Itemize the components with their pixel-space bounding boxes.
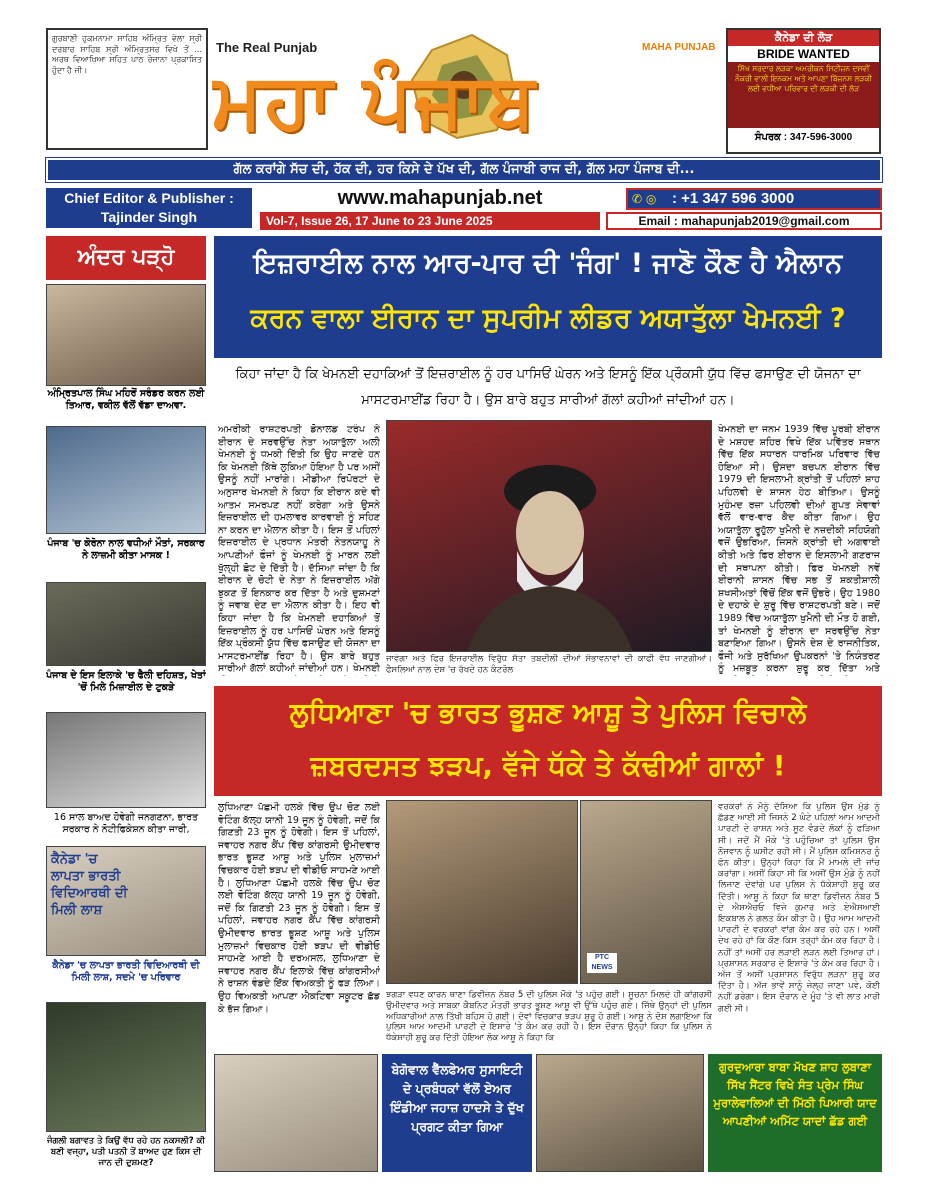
sidebar-item[interactable] bbox=[46, 426, 206, 562]
bottom-mid-headline: ਬੇਗੋਵਾਲ ਵੈੱਲਫੇਅਰ ਸੁਸਾਇਟੀ ਦੇ ਪ੍ਰਬੰਧਕਾਂ ਵੱਲੋਂ ਏਅਰ ਇੰਡੀਆ ਜਹਾਜ਼ ਹਾਦਸੇ ਤੇ ਦੁੱਖ ਪ੍ਰਗਟ ਕੀਤਾ ਗਿਆ bbox=[390, 1062, 524, 1134]
ad-title: BRIDE WANTED bbox=[757, 47, 850, 61]
editor-label: Chief Editor & Publisher : bbox=[64, 190, 234, 206]
sidebar-item[interactable] bbox=[46, 846, 206, 984]
sidebar-photo-1 bbox=[46, 284, 206, 386]
sidebar-photo-4 bbox=[46, 712, 206, 808]
masthead-title: ਮਹਾ ਪੰਜਾਬ bbox=[212, 56, 537, 145]
bride-wanted-ad bbox=[726, 28, 881, 154]
motto-text: ਗੱਲ ਕਰਾਂਗੇ ਸੱਚ ਦੀ, ਹੱਕ ਦੀ, ਹਰ ਕਿਸੇ ਦੇ ਪੱਖ ਦੀ, ਗੱਲ ਪੰਜਾਬੀ ਰਾਜ ਦੀ, ਗੱਲ ਮਹਾ ਪੰਜਾਬ ਦੀ... bbox=[233, 162, 695, 177]
sidebar-item[interactable] bbox=[46, 712, 206, 836]
story1-lede: ਕਿਹਾ ਜਾਂਦਾ ਹੈ ਕਿ ਖੇਮਨਈ ਦਹਾਕਿਆਂ ਤੋਂ ਇਜ਼ਰਾਈਲ ਨੂੰ ਹਰ ਪਾਸਿਓਂ ਘੇਰਨ ਅਤੇ ਇਸਨੂੰ ਇੱਕ ਪ੍ਰੌਕਸੀ ਯੁੱਧ ਵਿੱਚ ਫਸਾਉਣ ਦੀ ਯੋਜਨਾ ਦਾ ਮਾਸਟਰਮਾਈਂਡ ਰਿਹਾ ਹੈ। ਉਸ ਬਾਰੇ ਬਹੁਤ ਸਾਰੀਆਂ ਗੱਲਾਂ ਕਹੀਆਂ ਜਾਂਦੀਆਂ ਹਨ। bbox=[235, 367, 861, 408]
story2-photo-1 bbox=[386, 800, 578, 984]
sidebar bbox=[46, 236, 206, 1172]
khamenei-photo bbox=[386, 420, 712, 652]
story2-headline-1: ਲੁਧਿਆਣਾ 'ਚ ਭਾਰਤ ਭੂਸ਼ਣ ਆਸ਼ੂ ਤੇ ਪੁਲਿਸ ਵਿਚਾਲੇ bbox=[289, 696, 807, 729]
sidebar-caption: 16 ਸਾਲ ਬਾਅਦ ਹੋਵੇਗੀ ਜਨਗਣਨਾ, ਭਾਰਤ ਸਰਕਾਰ ਨੇ ਨੋਟੀਫਿਕੇਸ਼ਨ ਕੀਤਾ ਜਾਰੀ, bbox=[53, 812, 199, 835]
sidebar-caption: ਕੈਨੇਡਾ 'ਚ ਲਾਪਤਾ ਭਾਰਤੀ ਵਿਦਿਆਰਥੀ ਦੀ ਮਿਲੀ ਲਾਸ਼, ਸਦਮੇ 'ਚ ਪਰਿਵਾਰ bbox=[52, 960, 200, 983]
story1-headline-box bbox=[214, 236, 882, 358]
motto-bar bbox=[46, 158, 882, 182]
sidebar-header: ਅੰਦਰ ਪੜ੍ਹੋ bbox=[46, 236, 206, 280]
gurbani-box bbox=[46, 28, 208, 150]
story1-headline-1: ਇਜ਼ਰਾਈਲ ਨਾਲ ਆਰ-ਪਾਰ ਦੀ 'ਜੰਗ' ! ਜਾਣੋ ਕੌਣ ਹੈ ਐਲਾਨ bbox=[253, 248, 843, 279]
bottom-right-headline: ਗੁਰਦੁਆਰਾ ਬਾਬਾ ਮੱਖਣ ਸ਼ਾਹ ਲੁਬਾਣਾ ਸਿੱਖ ਸੈਂਟਰ ਵਿਖੇ ਸੰਤ ਪ੍ਰੇਮ ਸਿੰਘ ਮੁਰਾਲੇਵਾਲਿਆਂ ਦੀ ਮਿੱਠੀ ਪਿਆਰੀ ਯਾਦ ਆਪਣੀਆਂ ਅਮਿੱਟ ਯਾਦਾਂ ਛੱਡ ਗਈ bbox=[713, 1060, 877, 1128]
story1-headline-2: ਕਰਨ ਵਾਲਾ ਈਰਾਨ ਦਾ ਸੁਪਰੀਮ ਲੀਡਰ ਅਯਾਤੁੱਲਾ ਖੇਮਨਈ ? bbox=[250, 303, 846, 334]
sidebar-item[interactable] bbox=[46, 1002, 206, 1169]
story1-column-1: ਅਮਰੀਕੀ ਰਾਸ਼ਟਰਪਤੀ ਡੋਨਾਲਡ ਟਰੰਪ ਨੇ ਈਰਾਨ ਦੇ ਸਰਵਉੱਚ ਨੇਤਾ ਅਯਾਤੁੱਲਾ ਅਲੀ ਖੇਮਨਈ ਨੂੰ ਧਮਕੀ ਦਿੱਤੀ ਕਿ ਉਹ ਜਾਣਦੇ ਹਨ ਕਿ ਖੇਮਨਈ ਕਿੱਥੇ ਲੁਕਿਆ ਹੋਇਆ ਹੈ ਪਰ ਅਸੀਂ ਉਸਨੂੰ ਨਹੀਂ ਮਾਰਾਂਗੇ। ਮੀਡੀਆ ਰਿਪੋਰਟਾਂ ਦੇ ਅਨੁਸਾਰ ਖੇਮਨਈ ਨੇ ਕਿਹਾ ਕਿ ਈਰਾਨ ਕਦੇ ਵੀ ਆਤਮ ਸਮਰਪਣ ਨਹੀਂ ਕਰੇਗਾ ਅਤੇ ਉਸਨੇ ਇਜ਼ਰਾਈਲ ਦੀ ਹਮਲਾਵਰ ਕਾਰਵਾਈ ਨੂੰ ਸਹਿਣ ਨਾ ਕਰਨ ਦਾ ਐਲਾਨ ਕੀਤਾ ਹੈ। ਇਸ ਤੋਂ ਪਹਿਲਾਂ ਇਜ਼ਰਾਈਲ ਦੇ ਪ੍ਰਧਾਨ ਮੰਤਰੀ ਨੇਤਨਯਾਹੂ ਨੇ ਆਪਣੀਆਂ ਫੌਜਾਂ ਨੂੰ ਖੇਮਨਈ ਨੂੰ ਮਾਰਨ ਲਈ ਖੁੱਲ੍ਹੀ ਛੋਟ ਦੇ ਦਿੱਤੀ ਹੈ। ਦੱਸਿਆ ਜਾਂਦਾ ਹੈ ਕਿ ਈਰਾਨ ਦੇ ਚੋਟੀ ਦੇ ਨੇਤਾ ਨੇ ਇਜ਼ਰਾਈਲ ਅੱਗੇ ਝੁਕਣ ਤੋਂ ਇਨਕਾਰ ਕਰ ਦਿੱਤਾ ਹੈ ਅਤੇ ਦੁਸ਼ਮਣਾਂ ਨੂੰ ਜਵਾਬ ਦੇਣ ਦਾ ਐਲਾਨ ਕੀਤਾ ਹੈ। ਇਹ ਵੀ ਕਿਹਾ ਜਾਂਦਾ ਹੈ ਕਿ ਖੇਮਨਈ ਦਹਾਕਿਆਂ ਤੋਂ ਇਜ਼ਰਾਈਲ ਨੂੰ ਹਰ ਪਾਸਿਓਂ ਘੇਰਨ ਅਤੇ ਇਸਨੂੰ ਇੱਕ ਪ੍ਰੌਕਸੀ ਯੁੱਧ ਵਿੱਚ ਫਸਾਉਣ ਦੀ ਯੋਜਨਾ ਦਾ ਮਾਸਟਰਮਾਈਂਡ ਰਿਹਾ ਹੈ। ਉਸ ਬਾਰੇ ਬਹੁਤ ਸਾਰੀਆਂ ਗੱਲਾਂ ਕਹੀਆਂ ਜਾਂਦੀਆਂ ਹਨ। ਖੇਮਨਈ bbox=[218, 424, 380, 675]
sidebar-caption: ਪੰਜਾਬ ਦੇ ਇਸ ਇਲਾਕੇ 'ਚ ਫੈਲੀ ਦਹਿਸ਼ਤ, ਖੇਤਾਂ 'ਚੋਂ ਮਿਲੇ ਮਿਜ਼ਾਈਲ ਦੇ ਟੁਕੜੇ bbox=[46, 670, 206, 693]
story2-photo-caption: ਝਗੜਾ ਵਧਣ ਕਾਰਨ ਥਾਣਾ ਡਿਵੀਜ਼ਨ ਨੰਬਰ 5 ਦੀ ਪੁਲਿਸ ਮੌਕੇ 'ਤੇ ਪਹੁੰਚ ਗਈ। ਸੂਚਨਾ ਮਿਲਦੇ ਹੀ ਕਾਂਗਰਸੀ ਉਮੀਦਵਾਰ ਅਤੇ ਸਾਬਕਾ ਕੈਬਨਿਟ ਮੰਤਰੀ ਭਾਰਤ ਭੂਸ਼ਣ ਆਸ਼ੂ ਵੀ ਉੱਥੇ ਪਹੁੰਚ ਗਏ। ਜਿੱਥੇ ਉਨ੍ਹਾਂ ਦੀ ਪੁਲਿਸ ਅਧਿਕਾਰੀਆਂ ਨਾਲ ਤਿੱਖੀ ਬਹਿਸ ਹੋ ਗਈ। ਦੋਵਾਂ ਵਿਚਕਾਰ ਝੜਪ ਸ਼ੁਰੂ ਹੋ ਗਈ। ਆਸ਼ੂ ਨੇ ਦੋਸ਼ ਲਗਾਇਆ ਕਿ ਪੁਲਿਸ ਆਮ ਆਦਮੀ ਪਾਰਟੀ ਦੇ ਇਸ਼ਾਰੇ 'ਤੇ ਕੰਮ ਕਰ ਰਹੀ ਹੈ। ਇਸ ਦੌਰਾਨ ਉਨ੍ਹਾਂ ਕਿਹਾ ਕਿ ਪੁਲਿਸ ਨੇ ਧੱਕੇਸ਼ਾਹੀ ਸ਼ੁਰੂ ਕਰ ਦਿੱਤੀ ਹੋਇਆ ਲੋਕ ਆਸ਼ੂ ਨੇ ਕਿਹਾ ਕਿ bbox=[386, 990, 712, 1044]
ad-contact: ਸੰਪਰਕ : 347-596-3000 bbox=[754, 132, 853, 143]
website[interactable]: www.mahapunjab.net bbox=[337, 187, 543, 209]
sidebar-photo-overlay: ਕੈਨੇਡਾ 'ਚ ਲਾਪਤਾ ਭਾਰਤੀ ਵਿਦਿਆਰਥੀ ਦੀ ਮਿਲੀ ਲਾਸ਼ bbox=[51, 852, 128, 918]
sidebar-caption: ਜੰਗਲੀ ਬਗਾਵਤ ਤੇ ਕਿਉਂ ਵੱਧ ਰਹੇ ਹਨ ਨਕਸਲੀ? ਕੀ ਬਣੀ ਵਜ੍ਹਾ, ਪਤੀ ਪਤਨੀ ਤੋਂ ਬਾਅਦ ਹੁਣ ਕਿਸ ਦੀ ਜਾਨ ਦੀ ਦੁਸ਼ਮਣ? bbox=[46, 1136, 206, 1168]
gurbani-text: ਗੁਰਬਾਣੀ ਹੁਕਮਨਾਮਾ ਸਾਹਿਬ ਅੰਮ੍ਰਿਤ ਵੇਲਾ ਸ੍ਰੀ ਦਰਬਾਰ ਸਾਹਿਬ ਸ੍ਰੀ ਅੰਮ੍ਰਿਤਸਰ ਵਿਖੇ ਤੋਂ ... ਅਰਥ ਵਿਆਖਿਆ ਸਹਿਤ ਪਾਠ ਰੋਜ਼ਾਨਾ ਪ੍ਰਕਾਸ਼ਿਤ ਹੁੰਦਾ ਹੈ ਜੀ। bbox=[52, 34, 202, 75]
story1-photo-caption: ਜਾਵੇਗਾ ਅਤੇ ਫਿਰ ਇਜ਼ਰਾਈਲ ਵਿਰੁੱਧ ਸੱਤਾ ਤਬਦੀਲੀ ਦੀਆਂ ਸੰਭਾਵਨਾਵਾਂ ਦੀ ਕਾਫੀ ਵੱਧ ਜਾਣਗੀਆਂ। ਫੈਸਲਿਆਂ ਨਾਲ ਦੇਸ਼ 'ਚ ਰੱਖਦੇ ਹਨ ਕੰਟਰੋਲ bbox=[386, 654, 712, 675]
email-text[interactable]: Email : mahapunjab2019@gmail.com bbox=[638, 214, 850, 228]
phone-number: : +1 347 596 3000 bbox=[672, 190, 795, 207]
sidebar-item[interactable] bbox=[46, 284, 206, 412]
story2-headline-2: ਜ਼ਬਰਦਸਤ ਝੜਪ, ਵੱਜੇ ਧੱਕੇ ਤੇ ਕੱਢੀਆਂ ਗਾਲਾਂ ! bbox=[310, 749, 786, 782]
story2-column-1: ਲੁਧਿਆਣਾ ਪੱਛਮੀ ਹਲਕੇ ਵਿੱਚ ਉਪ ਚੋਣ ਲਈ ਵੋਟਿੰਗ ਕੱਲ੍ਹ ਯਾਨੀ 19 ਜੂਨ ਨੂੰ ਹੋਵੇਗੀ, ਜਦੋਂ ਕਿ ਗਿਣਤੀ 23 ਜੂਨ ਨੂੰ ਹੋਵੇਗੀ। ਇਸ ਤੋਂ ਪਹਿਲਾਂ, ਜਵਾਹਰ ਨਗਰ ਕੈਂਪ ਵਿੱਚ ਕਾਂਗਰਸੀ ਉਮੀਦਵਾਰ ਭਾਰਤ ਭੂਸ਼ਣ ਆਸ਼ੂ ਅਤੇ ਪੁਲਿਸ ਮੁਲਾਜ਼ਮਾਂ ਵਿਚਕਾਰ ਹੋਈ ਝੜਪ ਦੀ ਵੀਡੀਓ ਸਾਹਮਣੇ ਆਈ ਹੈ। ਲੁਧਿਆਣਾ ਪੱਛਮੀ ਹਲਕੇ ਵਿੱਚ ਉਪ ਚੋਣ ਲਈ ਵੋਟਿੰਗ ਕੱਲ੍ਹ ਯਾਨੀ 19 ਜੂਨ ਨੂੰ ਹੋਵੇਗੀ, ਜਦੋਂ ਕਿ ਗਿਣਤੀ 23 ਜੂਨ ਨੂੰ ਹੋਵੇਗੀ। ਇਸ ਤੋਂ ਪਹਿਲਾਂ, ਜਵਾਹਰ ਨਗਰ ਕੈਂਪ ਵਿੱਚ ਕਾਂਗਰਸੀ ਉਮੀਦਵਾਰ ਭਾਰਤ ਭੂਸ਼ਣ ਆਸ਼ੂ ਅਤੇ ਪੁਲਿਸ ਮੁਲਾਜ਼ਮਾਂ ਵਿਚਕਾਰ ਹੋਈ ਝੜਪ ਦੀ ਵੀਡੀਓ ਸਾਹਮਣੇ ਆਈ ਹੈ ਦਰਅਸਲ, ਲੁਧਿਆਣਾ ਦੇ ਜਵਾਹਰ ਨਗਰ ਕੈਂਪ ਇਲਾਕੇ ਵਿੱਚ ਕਾਂਗਰਸੀਆਂ ਨੇ ਰਾਸ਼ਨ ਵੰਡਦੇ ਇੱਕ ਵਿਅਕਤੀ ਨੂੰ ਫੜ ਲਿਆ। ਉਹ ਵਿਅਕਤੀ ਆਪਣਾ ਐਕਟਿਵਾ ਸਕੂਟਰ ਛੱਡ ਕੇ ਭੱਜ ਗਿਆ। bbox=[218, 802, 380, 1015]
ad-body: ਸਿੱਖ ਸਰਦਾਰ ਲੜਕਾ ਅਮਰੀਕਨ ਸਿਟੀਜ਼ਨ ਦਸਵੀਂ ਨੌਕਰੀ ਵਾਲੀ ਇਨਕਮ ਅਤੇ ਆਪਣਾ ਬਿੱਜ਼ਨਸ ਲੜਕੀ ਲਈ ਵਧੀਆ ਪਰਿਵਾਰ ਦੀ ਲੜਕੀ ਦੀ ਲੋੜ bbox=[728, 62, 879, 128]
story2-column-3: ਵਰਕਰਾਂ ਨੇ ਮੈਨੂੰ ਦੱਸਿਆ ਕਿ ਪੁਲਿਸ ਉਸ ਮੁੰਡੇ ਨੂੰ ਛੱਡਣ ਆਈ ਸੀ ਜਿਸਨੇ 2 ਘੰਟੇ ਪਹਿਲਾਂ ਆਮ ਆਦਮੀ ਪਾਰਟੀ ਦੇ ਰਾਸ਼ਨ ਅਤੇ ਸੂਟ ਵੰਡਦੇ ਲੋਕਾਂ ਨੂੰ ਫੜਿਆ ਸੀ। ਜਦੋਂ ਮੈਂ ਮੌਕੇ 'ਤੇ ਪਹੁੰਚਿਆ ਤਾਂ ਪੁਲਿਸ ਉਸ ਨੌਜਵਾਨ ਨੂੰ ਘਸੀਟ ਰਹੀ ਸੀ। ਮੈਂ ਪੁਲਿਸ ਕਮਿਸ਼ਨਰ ਨੂੰ ਫੋਨ ਕੀਤਾ। ਉਨ੍ਹਾਂ ਕਿਹਾ ਕਿ ਮੈਂ ਮਾਮਲੇ ਦੀ ਜਾਂਚ ਕਰਾਂਗਾ। ਅਸੀਂ ਕਿਹਾ ਸੀ ਕਿ ਅਸੀਂ ਉਸ ਮੁੰਡੇ ਨੂੰ ਨਹੀਂ ਲਿਜਾਣ ਦੇਵਾਂਗੇ ਪਰ ਪੁਲਿਸ ਨੇ ਧੱਕੇਸ਼ਾਹੀ ਸ਼ੁਰੂ ਕਰ ਦਿੱਤੀ। ਆਸ਼ੂ ਨੇ ਕਿਹਾ ਕਿ ਥਾਣਾ ਡਿਵੀਜ਼ਨ ਨੰਬਰ 5 ਦੇ ਐਸਐਚਓ ਵਿਜੇ ਕੁਮਾਰ ਅਤੇ ਏਐਸਆਈ ਇਕਬਾਲ ਨੇ ਗਲਤ ਕੰਮ ਕੀਤਾ ਹੈ। ਉਹ ਆਮ ਆਦਮੀ ਪਾਰਟੀ ਦੇ ਵਰਕਰਾਂ ਵਾਂਗ ਕੰਮ ਕਰ ਰਹੇ ਹਨ। ਅਸੀਂ ਦੇਖ ਰਹੇ ਹਾਂ ਕਿ ਕੌਣ ਕਿਸ ਤਰ੍ਹਾਂ ਕੰਮ ਕਰ ਰਿਹਾ ਹੈ। ਨਹੀਂ ਤਾਂ ਅਸੀਂ ਹਰ ਲੜਾਈ ਲੜਨ ਲਈ ਤਿਆਰ ਹਾਂ। ਪ੍ਰਸ਼ਾਸਨ ਸਰਕਾਰ ਦੇ ਇਸ਼ਾਰੇ 'ਤੇ ਕੰਮ ਕਰ ਰਿਹਾ ਹੈ। ਅੱਜ ਤੋਂ ਅਸੀਂ ਪ੍ਰਸ਼ਾਸਨ ਵਿਰੁੱਧ ਲੜਨਾ ਸ਼ੁਰੂ ਕਰ ਦਿੱਤਾ ਹੈ। ਅੱਜ ਭਾਵੇਂ ਸਾਨੂੰ ਜੇਲ੍ਹ ਜਾਣਾ ਪਵੇ, ਕੋਈ ਨਹੀਂ ਡਰੇਗਾ। ਇਸ ਦੌਰਾਨ ਦੇ ਮੂੰਹ 'ਤੇ ਵੀ ਲਾਤ ਮਾਰੀ ਗਈ ਸੀ। bbox=[718, 802, 880, 1014]
issue-bar bbox=[260, 212, 600, 230]
editor-box bbox=[46, 188, 252, 228]
sidebar-photo-6 bbox=[46, 1002, 206, 1132]
phone-box bbox=[626, 188, 882, 210]
editor-name: Tajinder Singh bbox=[100, 209, 198, 225]
sidebar-caption: ਪੰਜਾਬ 'ਚ ਕੋਰੋਨਾ ਨਾਲ ਵਧੀਆਂ ਮੌਤਾਂ, ਸਰਕਾਰ ਨੇ ਲਾਜ਼ਮੀ ਕੀਤਾ ਮਾਸਕ ! bbox=[47, 538, 205, 561]
story2-photo-2 bbox=[580, 800, 712, 984]
ptc-news-logo: PTC NEWS bbox=[587, 953, 617, 973]
portrait-silhouette bbox=[387, 421, 712, 652]
bottom-mid-headline-box bbox=[382, 1054, 532, 1172]
sidebar-caption: ਅੰਮ੍ਰਿਤਪਾਲ ਸਿੰਘ ਮਹਿਰੋਂ ਸਰੰਡਰ ਕਰਨ ਲਈ ਤਿਆਰ, ਵਕੀਲ ਵੱਲੋਂ ਵੱਡਾ ਦਾਅਵਾ. bbox=[47, 388, 205, 411]
phone-icons: ✆ ◎ bbox=[632, 192, 657, 206]
sidebar-item[interactable] bbox=[46, 582, 206, 694]
sidebar-photo-2 bbox=[46, 426, 206, 534]
masthead bbox=[212, 28, 722, 154]
sidebar-photo-3 bbox=[46, 582, 206, 666]
sidebar-photo-5 bbox=[46, 846, 206, 956]
small-brand: MAHA PUNJAB bbox=[642, 42, 716, 53]
story1-column-3: ਖੇਮਨਈ ਦਾ ਜਨਮ 1939 ਵਿੱਚ ਪੂਰਬੀ ਈਰਾਨ ਦੇ ਮਸ਼ਹਦ ਸ਼ਹਿਰ ਵਿਖੇ ਇੱਕ ਪਵਿੱਤਰ ਸਥਾਨ ਵਿੱਚ ਇੱਕ ਸਧਾਰਨ ਧਾਰਮਿਕ ਪਰਿਵਾਰ ਵਿੱਚ ਹੋਇਆ ਸੀ। ਉਸਦਾ ਬਚਪਨ ਈਰਾਨ ਵਿੱਚ 1979 ਦੀ ਇਸਲਾਮੀ ਕ੍ਰਾਂਤੀ ਤੋਂ ਪਹਿਲਾਂ ਸ਼ਾਹ ਪਹਿਲਵੀ ਦੇ ਸ਼ਾਸਨ ਹੇਠ ਬੀਤਿਆ। ਉਸਨੂੰ ਮੁਹੰਮਦ ਰਜ਼ਾ ਪਹਿਲਵੀ ਦੀਆਂ ਗੁਪਤ ਸੇਵਾਵਾਂ ਵੱਲੋਂ ਵਾਰ-ਵਾਰ ਕੈਦ ਕੀਤਾ ਗਿਆ। ਉਹ ਅਯਾਤੁੱਲਾ ਰੂਹੁੱਲਾ ਖੁਮੈਨੀ ਦੇ ਨਜ਼ਦੀਕੀ ਸਹਿਯੋਗੀ ਵਜੋਂ ਉਭਰਿਆ, ਜਿਸਨੇ ਕ੍ਰਾਂਤੀ ਦੀ ਅਗਵਾਈ ਕੀਤੀ ਅਤੇ ਫਿਰ ਈਰਾਨ ਦੇ ਇਸਲਾਮੀ ਗਣਰਾਜ ਦੀ ਸਥਾਪਨਾ ਕੀਤੀ। ਫਿਰ ਖੇਮਨਈ ਨਵੇਂ ਈਰਾਨੀ ਸ਼ਾਸਨ ਵਿੱਚ ਸਭ ਤੋਂ ਸ਼ਕਤੀਸ਼ਾਲੀ ਸ਼ਖਸੀਅਤਾਂ ਵਿੱਚੋਂ ਇੱਕ ਵਜੋਂ ਉਭਰੇ। ਉਹ 1980 ਦੇ ਦਹਾਕੇ ਦੇ ਸ਼ੁਰੂ ਵਿੱਚ ਰਾਸ਼ਟਰਪਤੀ ਬਣੇ। ਜਦੋਂ 1989 ਵਿੱਚ ਅਯਾਤੁੱਲਾ ਖੁਮੈਨੀ ਦੀ ਮੌਤ ਹੋ ਗਈ, ਤਾਂ ਖੇਮਨਈ ਨੂੰ ਈਰਾਨ ਦਾ ਸਰਵਉੱਚ ਨੇਤਾ ਬਣਾਇਆ ਗਿਆ। ਉਸਨੇ ਦੇਸ਼ ਦੇ ਰਾਜਨੀਤਿਕ, ਫੌਜੀ ਅਤੇ ਸੁਰੱਖਿਆ ਉਪਕਰਨਾਂ 'ਤੇ ਨਿਯੰਤਰਣ ਨੂੰ ਮਜ਼ਬੂਤ ਕਰਨਾ ਸ਼ੁਰੂ ਕਰ ਦਿੱਤਾ ਅਤੇ bbox=[718, 424, 880, 675]
email-box bbox=[606, 212, 882, 230]
story2-headline-box bbox=[214, 686, 882, 796]
bottom-photo-left bbox=[214, 1054, 378, 1172]
tagline-en: The Real Punjab bbox=[216, 40, 318, 55]
bottom-right-headline-box bbox=[708, 1054, 882, 1172]
bottom-photo-mid bbox=[536, 1054, 704, 1172]
ad-header: ਕੈਨੇਡਾ ਦੀ ਲੋੜ bbox=[728, 30, 879, 46]
issue-text: Vol-7, Issue 26, 17 June to 23 June 2025 bbox=[266, 214, 493, 228]
